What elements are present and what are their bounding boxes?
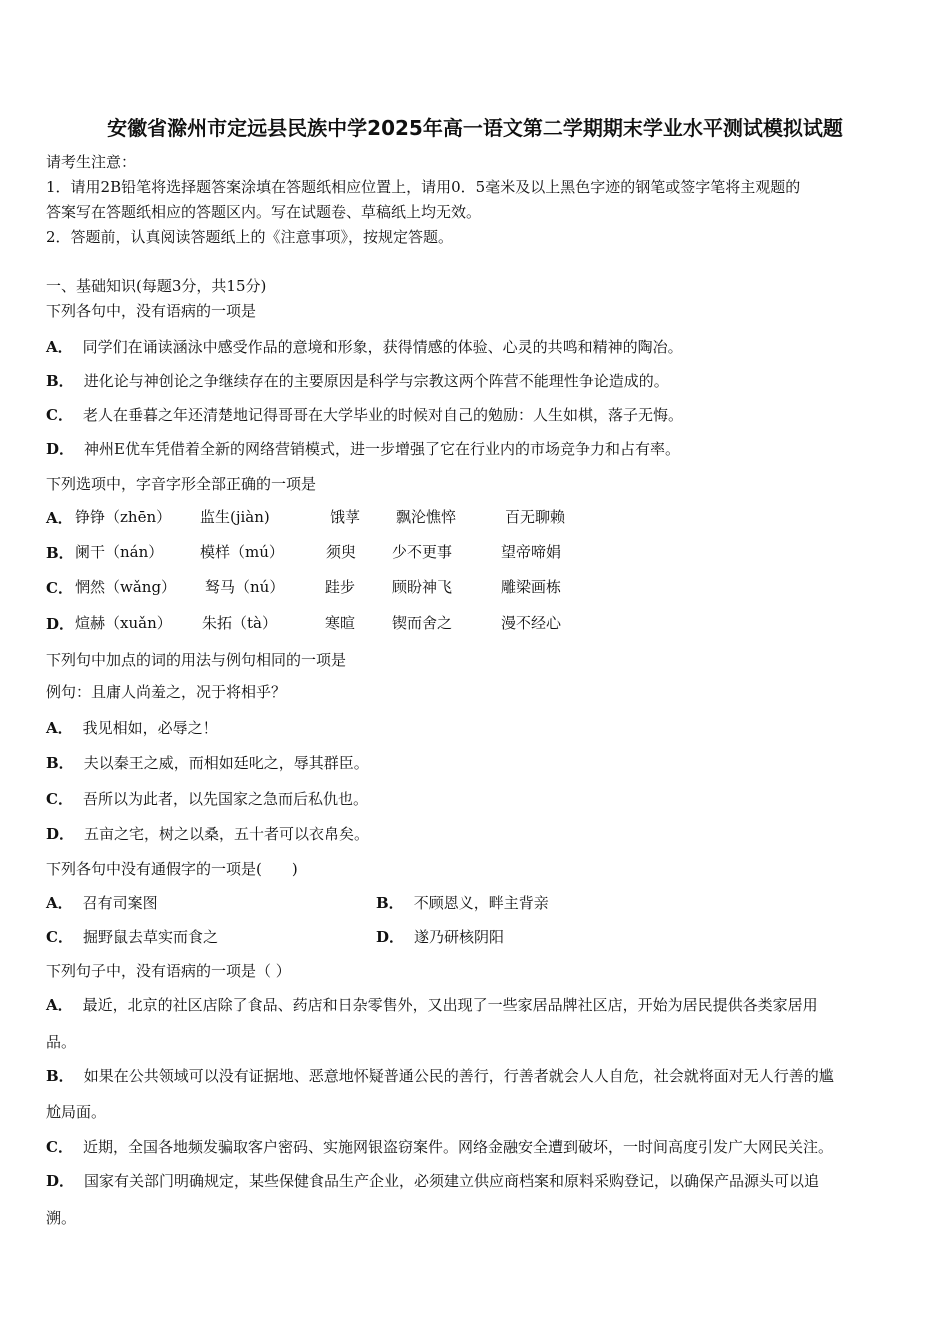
option-label: A． — [46, 996, 73, 1014]
option-label: B． — [46, 1067, 74, 1085]
notice-item-1-line-1: 1．请用2B铅笔将选择题答案涂填在答题纸相应位置上，请用0．5毫米及以上黑色字迹的钢笔或签字笔将主观题的 — [46, 178, 801, 196]
option-text: 神州E优车凭借着全新的网络营销模式，进一步增强了它在行业内的市场竞争力和占有率。 — [84, 440, 680, 458]
option-label: D． — [46, 615, 75, 633]
q2-word: 锲而舍之 — [392, 614, 453, 632]
q2-word: 顾盼神飞 — [392, 578, 453, 596]
q5-option-a-cont: 品。 — [46, 1033, 77, 1051]
option-text: 同学们在诵读涵泳中感受作品的意境和形象，获得情感的体验、心灵的共鸣和精神的陶冶。 — [82, 338, 683, 356]
q4-stem: 下列各句中没有通假字的一项是( ) — [46, 860, 298, 878]
q3-stem: 下列句中加点的词的用法与例句相同的一项是 — [46, 651, 347, 669]
option-label: D． — [46, 1172, 75, 1190]
q2-word: 阑干（nán） — [75, 543, 164, 561]
option-text: 召有司案图 — [82, 894, 158, 912]
q2-word: 模样（mú） — [200, 543, 284, 561]
q5-option-b-cont: 尬局面。 — [46, 1103, 107, 1121]
q2-word: 雕梁画栋 — [501, 578, 562, 596]
option-text: 老人在垂暮之年还清楚地记得哥哥在大学毕业的时候对自己的勉励：人生如棋，落子无悔。 — [82, 406, 683, 424]
q2-word: 朱拓（tà） — [202, 614, 277, 632]
q3-option-c — [46, 789, 368, 809]
option-text: 国家有关部门明确规定，某些保健食品生产企业，必须建立供应商档案和原料采购登记，以确保产品源头可以追 — [84, 1172, 820, 1190]
q2-word: 煊赫（xuǎn） — [75, 614, 172, 632]
q5-option-c — [46, 1137, 833, 1157]
option-text: 最近，北京的社区店除了食品、药店和日杂零售外，又出现了一些家居品牌社区店，开始为居民提供各类家居用 — [82, 996, 818, 1014]
option-text: 不顾恩义，畔主背亲 — [413, 894, 549, 912]
q3-example: 例句：且庸人尚羞之，况于将相乎？ — [46, 683, 287, 701]
q5-option-d — [46, 1171, 819, 1191]
q2-stem: 下列选项中，字音字形全部正确的一项是 — [46, 475, 317, 493]
q2-word: 漫不经心 — [501, 614, 562, 632]
option-label: C． — [46, 406, 73, 424]
q2-word: 铮铮（zhēn） — [75, 508, 172, 526]
q2-word: 饿莩 — [330, 508, 361, 526]
option-label: C． — [46, 579, 73, 597]
q2-word: 监生(jiàn) — [200, 508, 270, 526]
q3-option-d — [46, 824, 369, 844]
q2-word: 须臾 — [326, 543, 357, 561]
notice-heading: 请考生注意： — [46, 153, 137, 171]
option-text: 近期，全国各地频发骗取客户密码、实施网银盗窃案件。网络金融安全遭到破坏，一时间高度引发广大网民关注。 — [82, 1138, 833, 1156]
q5-stem: 下列句子中，没有语病的一项是（ ） — [46, 962, 291, 980]
option-label: D． — [46, 440, 75, 458]
option-text: 如果在公共领域可以没有证据地、恶意地怀疑普通公民的善行，行善者就会人人自危，社会就将面对无人行善的尴 — [83, 1067, 834, 1085]
notice-item-2: 2．答题前，认真阅读答题纸上的《注意事项》，按规定答题。 — [46, 228, 454, 246]
q1-option-a — [46, 337, 683, 357]
q4-option-c — [46, 927, 218, 947]
q2-word: 少不更事 — [392, 543, 453, 561]
option-label: B． — [46, 754, 74, 772]
option-text: 五亩之宅，树之以桑，五十者可以衣帛矣。 — [84, 825, 370, 843]
option-text: 吾所以为此者，以先国家之急而后私仇也。 — [82, 790, 368, 808]
q2-word: 飘沦憔悴 — [396, 508, 457, 526]
q2-word: 惘然（wǎng） — [75, 578, 177, 596]
q2-word: 望帝啼娟 — [501, 543, 562, 561]
q4-option-d — [376, 927, 504, 947]
section-heading: 一、基础知识(每题3分，共15分) — [46, 277, 267, 295]
option-label: D． — [46, 825, 75, 843]
q5-option-d-cont: 溯。 — [46, 1209, 77, 1227]
q1-option-b — [46, 371, 669, 391]
option-text: 遂乃研核阴阳 — [414, 928, 505, 946]
q5-option-b — [46, 1066, 834, 1086]
q1-option-d — [46, 439, 680, 459]
option-label: A． — [46, 338, 73, 356]
q1-stem: 下列各句中，没有语病的一项是 — [46, 302, 257, 320]
option-label: B． — [46, 372, 74, 390]
option-label: A． — [46, 719, 73, 737]
option-text: 掘野鼠去草实而食之 — [82, 928, 218, 946]
notice-item-1-line-2: 答案写在答题纸相应的答题区内。写在试题卷、草稿纸上均无效。 — [46, 203, 482, 221]
q2-word: 跬步 — [325, 578, 356, 596]
option-label: C． — [46, 790, 73, 808]
exam-title: 安徽省滁州市定远县民族中学2025年高一语文第二学期期末学业水平测试模拟试题 — [107, 116, 843, 140]
option-label: A． — [46, 509, 73, 527]
option-label: C． — [46, 928, 73, 946]
option-text: 我见相如，必辱之！ — [82, 719, 218, 737]
option-text: 进化论与神创论之争继续存在的主要原因是科学与宗教这两个阵营不能理性争论造成的。 — [83, 372, 669, 390]
option-label: D． — [376, 928, 405, 946]
option-label: B． — [46, 544, 74, 562]
option-text: 夫以秦王之威，而相如廷叱之，辱其群臣。 — [83, 754, 369, 772]
q2-word: 驽马（nú） — [205, 578, 285, 596]
q2-word: 百无聊赖 — [505, 508, 566, 526]
q5-option-a — [46, 995, 818, 1015]
option-label: C． — [46, 1138, 73, 1156]
q4-option-b — [376, 893, 549, 913]
option-label: A． — [46, 894, 73, 912]
q1-option-c — [46, 405, 683, 425]
q3-option-a — [46, 718, 218, 738]
q2-word: 寒暄 — [325, 614, 356, 632]
q4-option-a — [46, 893, 158, 913]
q3-option-b — [46, 753, 369, 773]
option-label: B． — [376, 894, 404, 912]
